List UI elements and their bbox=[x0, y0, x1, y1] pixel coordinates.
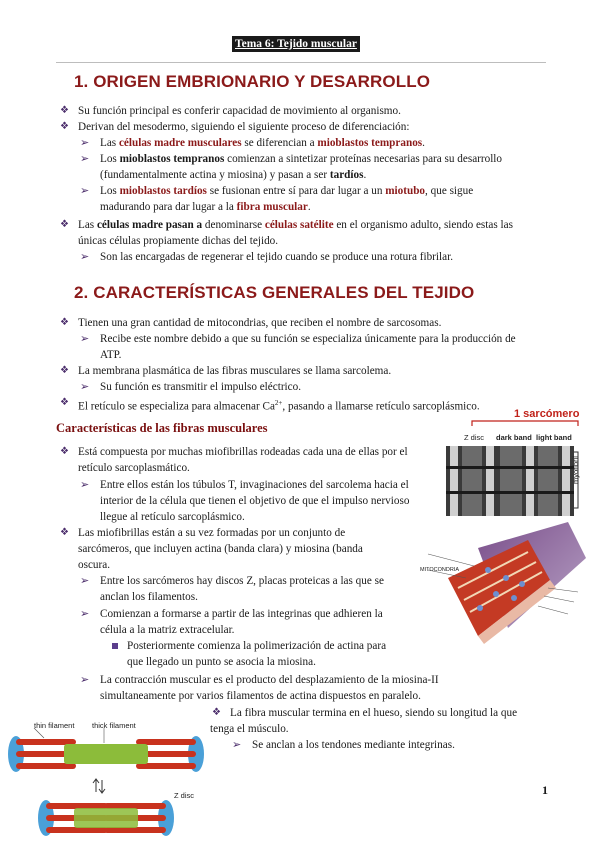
s3-bullet-1: Está compuesta por muchas miofibrillas rodeadas cada una de ellas por el bbox=[78, 446, 408, 458]
diamond-bullet-icon: ❖ bbox=[60, 121, 69, 132]
diamond-bullet-icon: ❖ bbox=[60, 105, 69, 116]
section-2-heading: 2. CARACTERÍSTICAS GENERALES DEL TEJIDO bbox=[74, 283, 475, 302]
s3-bullet-1-cont: retículo sarcoplasmático. bbox=[78, 462, 190, 474]
s1-arrow-4: Son las encargadas de regenerar el tejido cuando se produce una rotura fibrilar. bbox=[100, 251, 453, 263]
mitochondria-label: MITOCONDRIA bbox=[420, 567, 460, 573]
section-3-heading: Características de las fibras musculares bbox=[56, 421, 268, 435]
s3-arrow-5: Se anclan a los tendones mediante integrinas. bbox=[252, 739, 455, 751]
page-title: Tema 6: Tejido muscular bbox=[232, 36, 360, 52]
s3-bullet-3: La fibra muscular termina en el hueso, siendo su longitud la que bbox=[230, 707, 518, 719]
diamond-bullet-icon: ❖ bbox=[60, 365, 69, 376]
arrow-bullet-icon: ➢ bbox=[80, 674, 90, 686]
square-bullet-icon bbox=[112, 643, 118, 649]
s3-bullet-3-cont: tenga el músculo. bbox=[210, 723, 289, 735]
s1-arrow-3: Los mioblastos tardíos se fusionan entre sí para dar lugar a un miotubo, que sigue bbox=[100, 185, 474, 197]
diamond-bullet-icon: ❖ bbox=[60, 397, 69, 408]
arrow-bullet-icon: ➢ bbox=[80, 153, 90, 165]
sarcomere-bracket-icon bbox=[470, 417, 580, 427]
filaments-illustration bbox=[4, 726, 214, 842]
s3-arrow-1-cont-1: interior de la célula que tienen el objetivo de que el impulso nervioso bbox=[100, 495, 410, 507]
s3-arrow-2: Entre los sarcómeros hay discos Z, placas proteicas a las que se bbox=[100, 575, 384, 587]
filaments-figure bbox=[4, 718, 214, 842]
diamond-bullet-icon: ❖ bbox=[60, 446, 69, 457]
s1-arrow-2: Los mioblastos tempranos comienzan a sintetizar proteínas necesarias para su desarrollo bbox=[100, 153, 503, 165]
s3-arrow-1-cont-2: llegue al retículo sarcoplásmico. bbox=[100, 511, 245, 523]
s3-bullet-2-cont-2: oscura. bbox=[78, 559, 110, 571]
header-rule bbox=[56, 62, 546, 63]
s3-bullet-2: Las miofibrillas están a su vez formadas por un conjunto de bbox=[78, 527, 346, 539]
diamond-bullet-icon: ❖ bbox=[60, 317, 69, 328]
arrow-bullet-icon: ➢ bbox=[80, 137, 90, 149]
s1-bullet-1: Su función principal es conferir capacidad de movimiento al organismo. bbox=[78, 105, 401, 117]
muscle-fiber-figure bbox=[418, 518, 590, 648]
z-disc-label: Z disc bbox=[464, 433, 485, 442]
s3-arrow-4: La contracción muscular es el producto del desplazamiento de la miosina-II bbox=[100, 674, 439, 686]
s3-bullet-2-cont-1: sarcómeros, que incluyen actina (banda clara) y miosina (banda bbox=[78, 543, 363, 555]
diamond-bullet-icon: ❖ bbox=[212, 707, 221, 718]
s3-arrow-3: Comienzan a formarse a partir de las integrinas que adhieren la bbox=[100, 608, 383, 620]
s3-sub-1: Posteriormente comienza la polimerización de actina para bbox=[127, 640, 387, 652]
s3-sub-1-cont: que llegado un punto se asocia la miosina. bbox=[127, 656, 316, 668]
s1-arrow-3-cont: madurando para dar lugar a la fibra muscular. bbox=[100, 201, 311, 213]
arrow-bullet-icon: ➢ bbox=[80, 333, 90, 345]
z-disc-label-2: Z disc bbox=[174, 791, 195, 800]
arrow-bullet-icon: ➢ bbox=[80, 575, 90, 587]
s2-bullet-3: El retículo se especializa para almacenar $Ca^{2+}$, pasando a llamarse retículo sarcoplásmico. bbox=[78, 399, 480, 413]
thin-filament-label: thin filament bbox=[34, 721, 75, 730]
s2-arrow-1: Recibe este nombre debido a que su función se especializa únicamente para la producción de bbox=[100, 333, 516, 345]
s3-arrow-4-cont: simultaneamente por varios filamentos de actina dispuestos en paralelo. bbox=[100, 690, 421, 702]
s2-arrow-1-cont: ATP. bbox=[100, 349, 122, 361]
section-1-heading: 1. ORIGEN EMBRIONARIO Y DESARROLLO bbox=[74, 72, 431, 91]
micrograph-image bbox=[446, 446, 574, 516]
s2-bullet-1: Tienen una gran cantidad de mitocondrias, que reciben el nombre de sarcosomas. bbox=[78, 317, 442, 329]
s2-arrow-2: Su función es transmitir el impulso eléctrico. bbox=[100, 381, 302, 393]
light-band-label: light band bbox=[536, 433, 572, 442]
myofibril-label: myofibril bbox=[571, 456, 580, 484]
s3-arrow-3-cont: célula a la matriz extracelular. bbox=[100, 624, 235, 636]
thick-filament-label: thick filament bbox=[92, 721, 136, 730]
s3-arrow-2-cont: anclan los filamentos. bbox=[100, 591, 198, 603]
arrow-bullet-icon: ➢ bbox=[232, 739, 242, 751]
s1-bullet-3-cont: únicas células propiamente dichas del tejido. bbox=[78, 235, 279, 247]
s3-arrow-1: Entre ellos están los túbulos T, invaginaciones del sarcolema hacia el bbox=[100, 479, 409, 491]
s1-arrow-1: Las células madre musculares se diferencian a mioblastos tempranos. bbox=[100, 137, 425, 149]
arrow-bullet-icon: ➢ bbox=[80, 185, 90, 197]
s2-bullet-2: La membrana plasmática de las fibras musculares se llama sarcolema. bbox=[78, 365, 392, 377]
s1-arrow-2-cont: (fundamentalmente actina y miosina) y pasan a ser tardíos. bbox=[100, 169, 367, 181]
diamond-bullet-icon: ❖ bbox=[60, 527, 69, 538]
diamond-bullet-icon: ❖ bbox=[60, 219, 69, 230]
s1-bullet-3: Las células madre pasan a denominarse células satélite en el organismo adulto, siendo estas las bbox=[78, 219, 513, 231]
muscle-fiber-illustration bbox=[418, 518, 590, 648]
s1-bullet-2: Derivan del mesodermo, siguiendo el siguiente proceso de diferenciación: bbox=[78, 121, 410, 133]
page-number: 1 bbox=[542, 783, 548, 797]
arrow-bullet-icon: ➢ bbox=[80, 608, 90, 620]
arrow-bullet-icon: ➢ bbox=[80, 251, 90, 263]
sarcomere-title: 1 sarcómero bbox=[514, 408, 580, 420]
dark-band-label: dark band bbox=[496, 433, 532, 442]
sarcomere-figure bbox=[440, 406, 590, 518]
arrow-bullet-icon: ➢ bbox=[80, 381, 90, 393]
arrow-bullet-icon: ➢ bbox=[80, 479, 90, 491]
